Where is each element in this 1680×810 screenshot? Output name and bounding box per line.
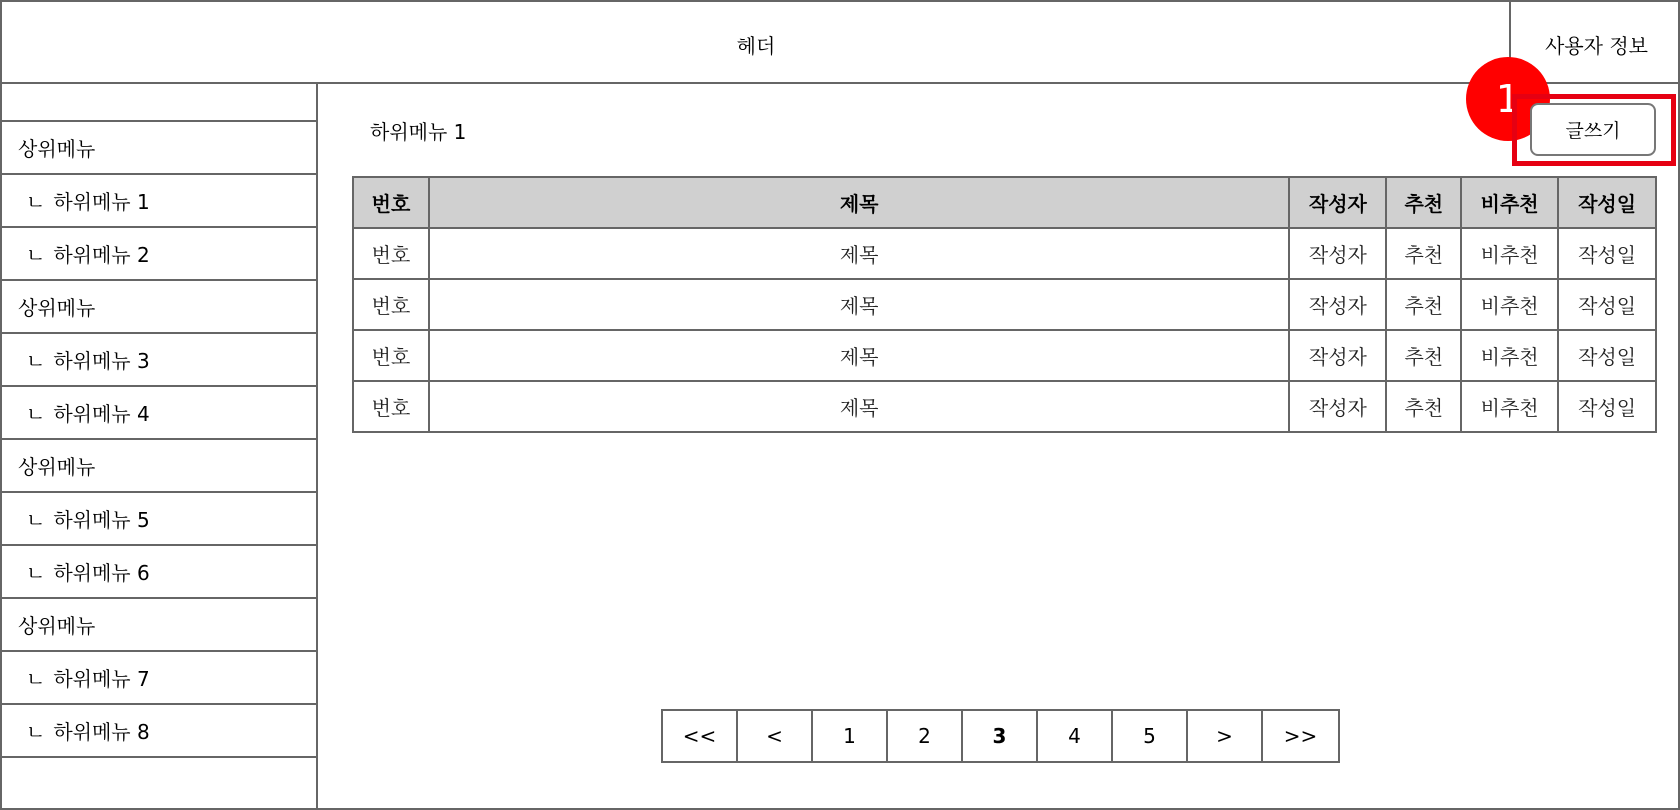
column-header: 작성일 [1558, 177, 1656, 228]
table-cell: 비추천 [1461, 330, 1558, 381]
table-row[interactable] [353, 381, 1656, 432]
sidebar-item-9[interactable] [2, 546, 318, 599]
child-bullet-icon: ㄴ [26, 402, 46, 426]
table-row[interactable] [353, 228, 1656, 279]
sidebar-item-label: 하위메뉴 7 [53, 667, 150, 691]
table-cell: 작성일 [1558, 228, 1656, 279]
table-cell: 추천 [1386, 279, 1461, 330]
page-button-5[interactable]: 5 [1113, 711, 1188, 761]
sidebar-item-label: 상위메뉴 [18, 137, 96, 161]
table-cell: 번호 [353, 381, 429, 432]
table-cell: 작성자 [1289, 330, 1386, 381]
table-cell[interactable]: 제목 [429, 330, 1290, 381]
sidebar-item-label: 하위메뉴 5 [53, 508, 150, 532]
sidebar-item-2[interactable] [2, 175, 318, 228]
page-button-2[interactable]: 2 [888, 711, 963, 761]
annotation-badge: 1 [1466, 57, 1550, 141]
next-page-button[interactable]: > [1188, 711, 1263, 761]
page-button-3[interactable]: 3 [963, 711, 1038, 761]
prev-page-button[interactable]: < [738, 711, 813, 761]
page-title: 하위메뉴 1 [370, 120, 467, 144]
column-header: 제목 [429, 177, 1290, 228]
table-cell: 추천 [1386, 330, 1461, 381]
table-row[interactable] [353, 330, 1656, 381]
sidebar-item-5[interactable] [2, 334, 318, 387]
child-bullet-icon: ㄴ [26, 667, 46, 691]
table-cell: 작성일 [1558, 279, 1656, 330]
column-header: 작성자 [1289, 177, 1386, 228]
table-cell: 비추천 [1461, 279, 1558, 330]
table-cell: 추천 [1386, 228, 1461, 279]
page-button-1[interactable]: 1 [813, 711, 888, 761]
page-button-4[interactable]: 4 [1038, 711, 1113, 761]
child-bullet-icon: ㄴ [26, 508, 46, 532]
sidebar-spacer [2, 82, 318, 122]
child-bullet-icon: ㄴ [26, 349, 46, 373]
table-cell: 작성일 [1558, 330, 1656, 381]
table-cell[interactable]: 제목 [429, 381, 1290, 432]
table-cell: 작성일 [1558, 381, 1656, 432]
pagination [661, 709, 1340, 763]
sidebar [0, 82, 318, 810]
sidebar-item-8[interactable] [2, 493, 318, 546]
first-page-button[interactable]: << [663, 711, 738, 761]
child-bullet-icon: ㄴ [26, 243, 46, 267]
sidebar-group-10 [2, 599, 318, 652]
sidebar-item-label: 상위메뉴 [18, 296, 96, 320]
child-bullet-icon: ㄴ [26, 561, 46, 585]
table-cell: 비추천 [1461, 228, 1558, 279]
table-header-row [353, 177, 1656, 228]
column-header: 추천 [1386, 177, 1461, 228]
board-table [352, 176, 1657, 433]
sidebar-item-label: 하위메뉴 6 [53, 561, 150, 585]
table-cell: 작성자 [1289, 228, 1386, 279]
child-bullet-icon: ㄴ [26, 190, 46, 214]
table-cell: 작성자 [1289, 381, 1386, 432]
header-title: 헤더 [736, 33, 776, 58]
table-cell: 번호 [353, 330, 429, 381]
table-cell[interactable]: 제목 [429, 228, 1290, 279]
sidebar-group-7 [2, 440, 318, 493]
column-header: 번호 [353, 177, 429, 228]
sidebar-item-label: 하위메뉴 4 [53, 402, 150, 426]
sidebar-item-label: 하위메뉴 1 [53, 190, 150, 214]
table-cell: 번호 [353, 228, 429, 279]
table-cell: 비추천 [1461, 381, 1558, 432]
sidebar-item-6[interactable] [2, 387, 318, 440]
table-cell: 추천 [1386, 381, 1461, 432]
header [0, 0, 1680, 84]
column-header: 비추천 [1461, 177, 1558, 228]
table-cell[interactable]: 제목 [429, 279, 1290, 330]
sidebar-item-label: 하위메뉴 2 [53, 243, 150, 267]
sidebar-item-label: 상위메뉴 [18, 455, 96, 479]
child-bullet-icon: ㄴ [26, 720, 46, 744]
user-info-button[interactable]: 사용자 정보 [1509, 2, 1680, 86]
table-cell: 번호 [353, 279, 429, 330]
sidebar-item-label: 하위메뉴 3 [53, 349, 150, 373]
sidebar-item-3[interactable] [2, 228, 318, 281]
write-button[interactable]: 글쓰기 [1530, 103, 1656, 156]
sidebar-group-1 [2, 122, 318, 175]
sidebar-item-11[interactable] [2, 652, 318, 705]
sidebar-item-label: 하위메뉴 8 [53, 720, 150, 744]
table-row[interactable] [353, 279, 1656, 330]
sidebar-item-label: 상위메뉴 [18, 614, 96, 638]
sidebar-item-12[interactable] [2, 705, 318, 758]
last-page-button[interactable]: >> [1283, 724, 1318, 748]
table-cell: 작성자 [1289, 279, 1386, 330]
sidebar-group-4 [2, 281, 318, 334]
